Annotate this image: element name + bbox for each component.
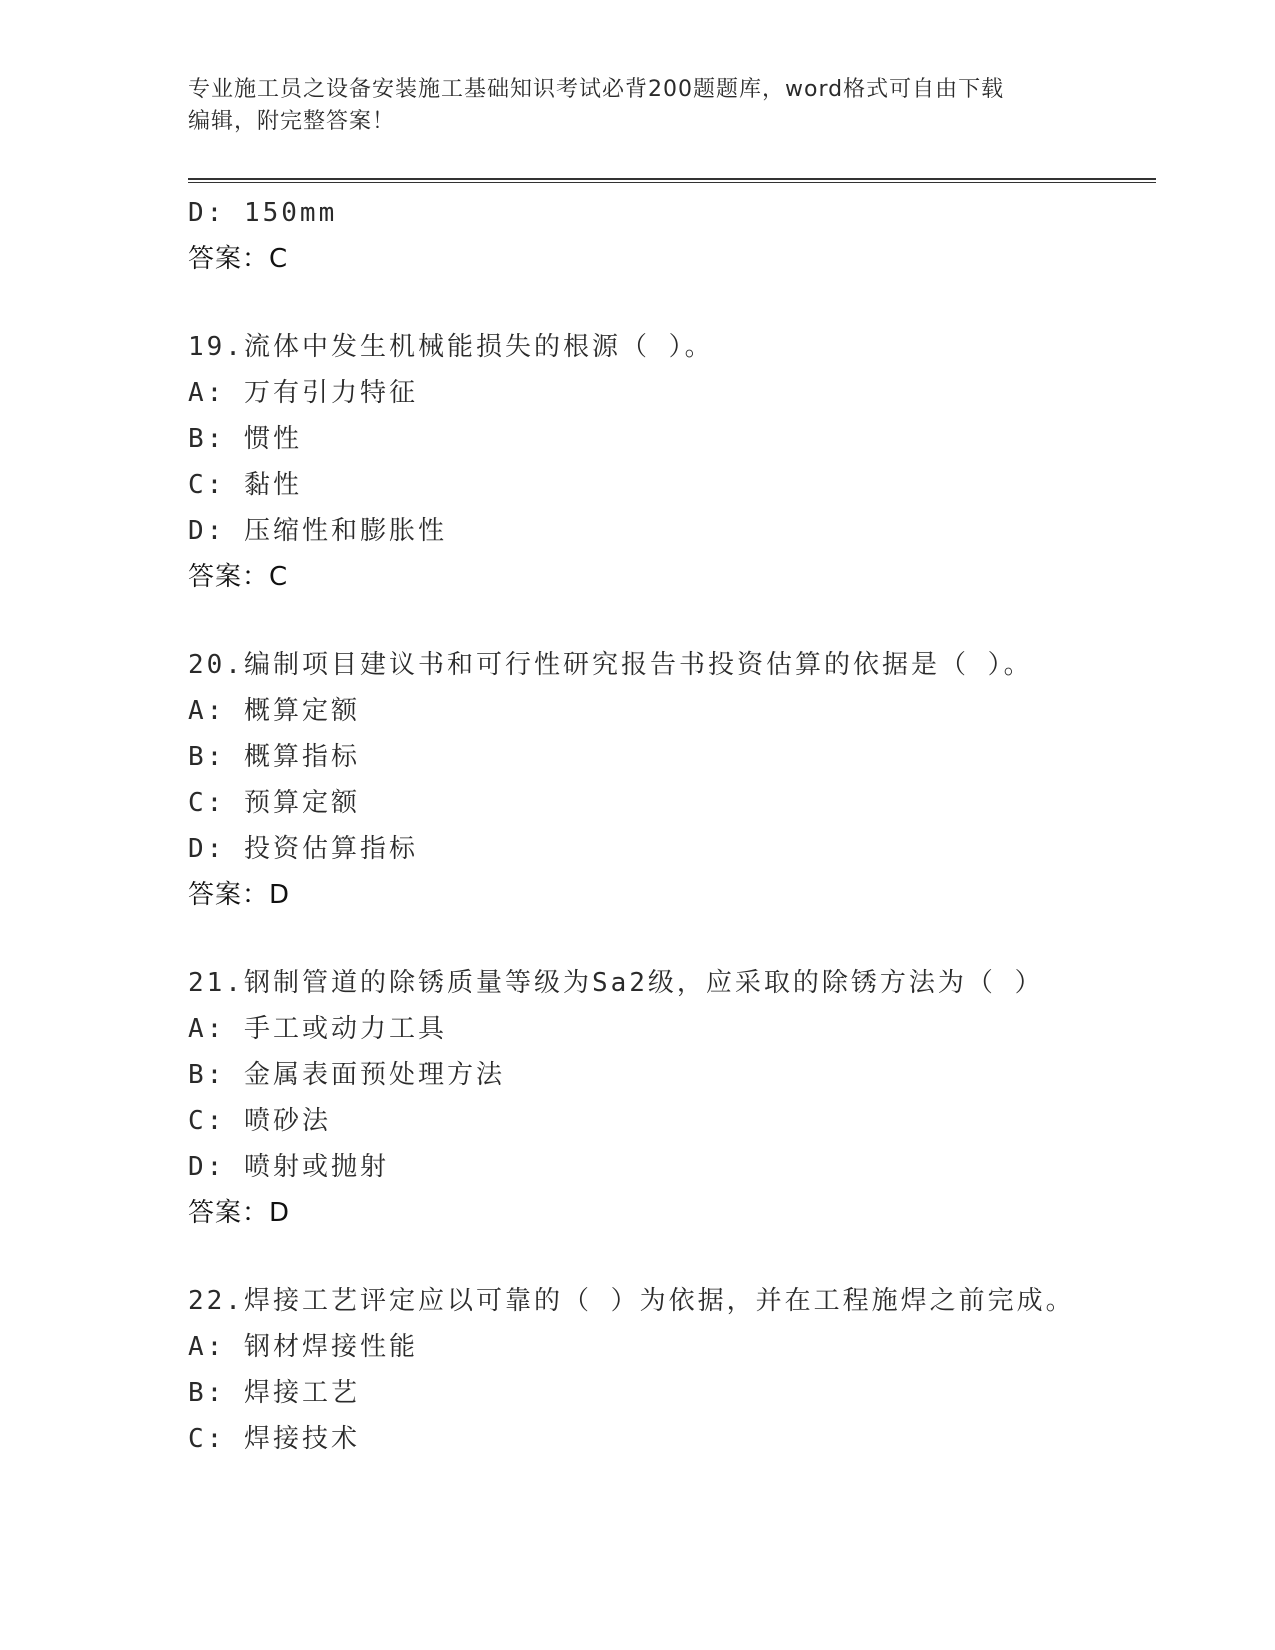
option-d: D: 喷射或抛射 (188, 1152, 389, 1182)
option-a: A: 钢材焊接性能 (188, 1332, 418, 1362)
document-header (188, 74, 1088, 138)
header-line-1: 专业施工员之设备安装施工基础知识考试必背200题题库，word格式可自由下载 (188, 77, 1005, 102)
option-c: C: 预算定额 (188, 788, 360, 818)
option-d: D: 投资估算指标 (188, 834, 418, 864)
header-divider (188, 178, 1156, 180)
option-b: B: 惯性 (188, 424, 302, 454)
option-b: B: 金属表面预处理方法 (188, 1060, 505, 1090)
question-stem: 19.流体中发生机械能损失的根源（ ）。 (188, 332, 714, 362)
answer-line: 答案：C (188, 244, 289, 274)
question-block-19 (188, 324, 1148, 600)
option-a: A: 手工或动力工具 (188, 1014, 447, 1044)
answer-line: 答案：C (188, 562, 289, 592)
answer-line: 答案：D (188, 880, 291, 910)
option-c: C: 焊接技术 (188, 1424, 360, 1454)
question-block-22 (188, 1278, 1148, 1462)
option-b: B: 焊接工艺 (188, 1378, 360, 1408)
option-d: D: 150mm (188, 198, 338, 228)
document-body (188, 190, 1148, 1462)
option-c: C: 黏性 (188, 470, 302, 500)
question-stem: 22.焊接工艺评定应以可靠的（ ）为依据，并在工程施焊之前完成。 (188, 1286, 1075, 1316)
header-divider-thin (188, 182, 1156, 183)
answer-line: 答案：D (188, 1198, 291, 1228)
question-block-21 (188, 960, 1148, 1236)
option-d: D: 压缩性和膨胀性 (188, 516, 447, 546)
header-line-2: 编辑，附完整答案！ (188, 109, 396, 134)
question-stem: 20.编制项目建议书和可行性研究报告书投资估算的依据是（ ）。 (188, 650, 1033, 680)
option-a: A: 万有引力特征 (188, 378, 418, 408)
option-a: A: 概算定额 (188, 696, 360, 726)
option-c: C: 喷砂法 (188, 1106, 331, 1136)
question-block-18-tail (188, 190, 1148, 282)
option-b: B: 概算指标 (188, 742, 360, 772)
question-stem: 21.钢制管道的除锈质量等级为Sa2级，应采取的除锈方法为（ ） (188, 968, 1044, 998)
question-block-20 (188, 642, 1148, 918)
